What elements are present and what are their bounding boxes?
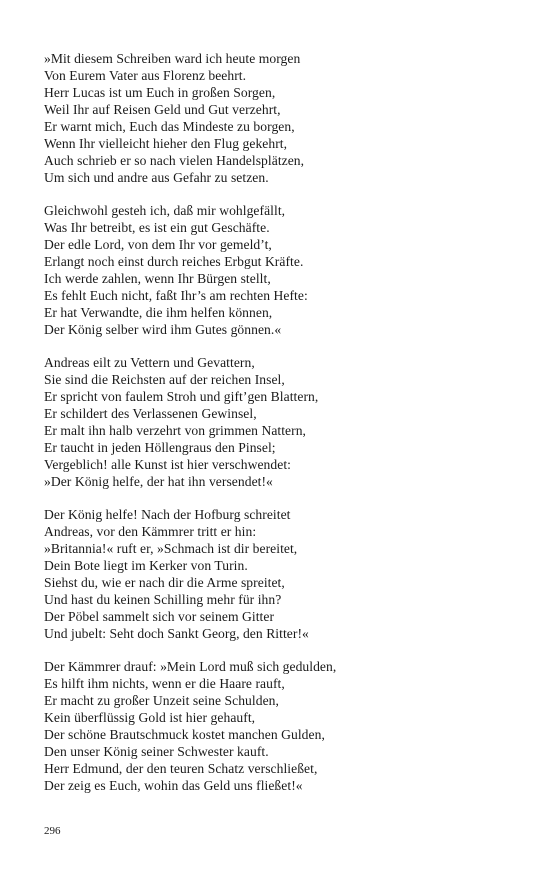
verse-line: Dein Bote liegt im Kerker von Turin. <box>44 558 248 573</box>
verse-line: Herr Edmund, der den teuren Schatz verschließet, <box>44 761 318 776</box>
verse-line: Und jubelt: Seht doch Sankt Georg, den Ritter!« <box>44 626 309 641</box>
stanza <box>44 658 514 794</box>
verse-line: Er malt ihn halb verzehrt von grimmen Nattern, <box>44 423 307 438</box>
verse-line: Der zeig es Euch, wohin das Geld uns fließet!« <box>44 778 303 793</box>
verse-line: Der König selber wird ihm Gutes gönnen.« <box>44 322 282 337</box>
verse-line: Den unser König seiner Schwester kauft. <box>44 744 269 759</box>
stanza <box>44 202 514 338</box>
verse-line: Auch schrieb er so nach vielen Handelsplätzen, <box>44 153 305 168</box>
verse-line: Wenn Ihr vielleicht hieher den Flug gekehrt, <box>44 136 288 151</box>
verse-line: Es fehlt Euch nicht, faßt Ihr’s am rechten Hefte: <box>44 288 308 303</box>
verse-line: Er spricht von faulem Stroh und gift’gen Blattern, <box>44 389 319 404</box>
stanza <box>44 506 514 642</box>
verse-line: Um sich und andre aus Gefahr zu setzen. <box>44 170 269 185</box>
verse-line: »Mit diesem Schreiben ward ich heute morgen <box>44 51 301 66</box>
verse-line: Siehst du, wie er nach dir die Arme spreitet, <box>44 575 285 590</box>
verse-line: Erlangt noch einst durch reiches Erbgut Kräfte. <box>44 254 304 269</box>
verse-line: »Der König helfe, der hat ihn versendet!« <box>44 474 273 489</box>
verse-line: Ich werde zahlen, wenn Ihr Bürgen stellt, <box>44 271 271 286</box>
verse-line: Er warnt mich, Euch das Mindeste zu borgen, <box>44 119 295 134</box>
verse-line: Und hast du keinen Schilling mehr für ihn? <box>44 592 282 607</box>
verse-line: Sie sind die Reichsten auf der reichen Insel, <box>44 372 285 387</box>
verse-line: Der Pöbel sammelt sich vor seinem Gitter <box>44 609 275 624</box>
verse-line: Es hilft ihm nichts, wenn er die Haare rauft, <box>44 676 285 691</box>
poem-text-block <box>44 50 514 810</box>
verse-line: »Britannia!« ruft er, »Schmach ist dir bereitet, <box>44 541 298 556</box>
verse-line: Der edle Lord, von dem Ihr vor gemeld’t, <box>44 237 272 252</box>
verse-line: Von Eurem Vater aus Florenz beehrt. <box>44 68 247 83</box>
page-number: 296 <box>44 825 61 837</box>
verse-line: Andreas eilt zu Vettern und Gevattern, <box>44 355 255 370</box>
verse-line: Andreas, vor den Kämmrer tritt er hin: <box>44 524 257 539</box>
verse-line: Was Ihr betreibt, es ist ein gut Geschäfte. <box>44 220 270 235</box>
verse-line: Weil Ihr auf Reisen Geld und Gut verzehrt, <box>44 102 281 117</box>
verse-line: Er macht zu großer Unzeit seine Schulden, <box>44 693 279 708</box>
verse-line: Er taucht in jeden Höllengraus den Pinsel; <box>44 440 276 455</box>
verse-line: Vergeblich! alle Kunst ist hier verschwendet: <box>44 457 291 472</box>
verse-line: Gleichwohl gesteh ich, daß mir wohlgefällt, <box>44 203 286 218</box>
verse-line: Herr Lucas ist um Euch in großen Sorgen, <box>44 85 276 100</box>
verse-line: Kein überflüssig Gold ist hier gehauft, <box>44 710 256 725</box>
verse-line: Der König helfe! Nach der Hofburg schreitet <box>44 507 291 522</box>
verse-line: Der Kämmrer drauf: »Mein Lord muß sich gedulden, <box>44 659 337 674</box>
verse-line: Er schildert des Verlassenen Gewinsel, <box>44 406 257 421</box>
stanza <box>44 50 514 186</box>
stanza <box>44 354 514 490</box>
verse-line: Der schöne Brautschmuck kostet manchen Gulden, <box>44 727 325 742</box>
verse-line: Er hat Verwandte, die ihm helfen können, <box>44 305 273 320</box>
